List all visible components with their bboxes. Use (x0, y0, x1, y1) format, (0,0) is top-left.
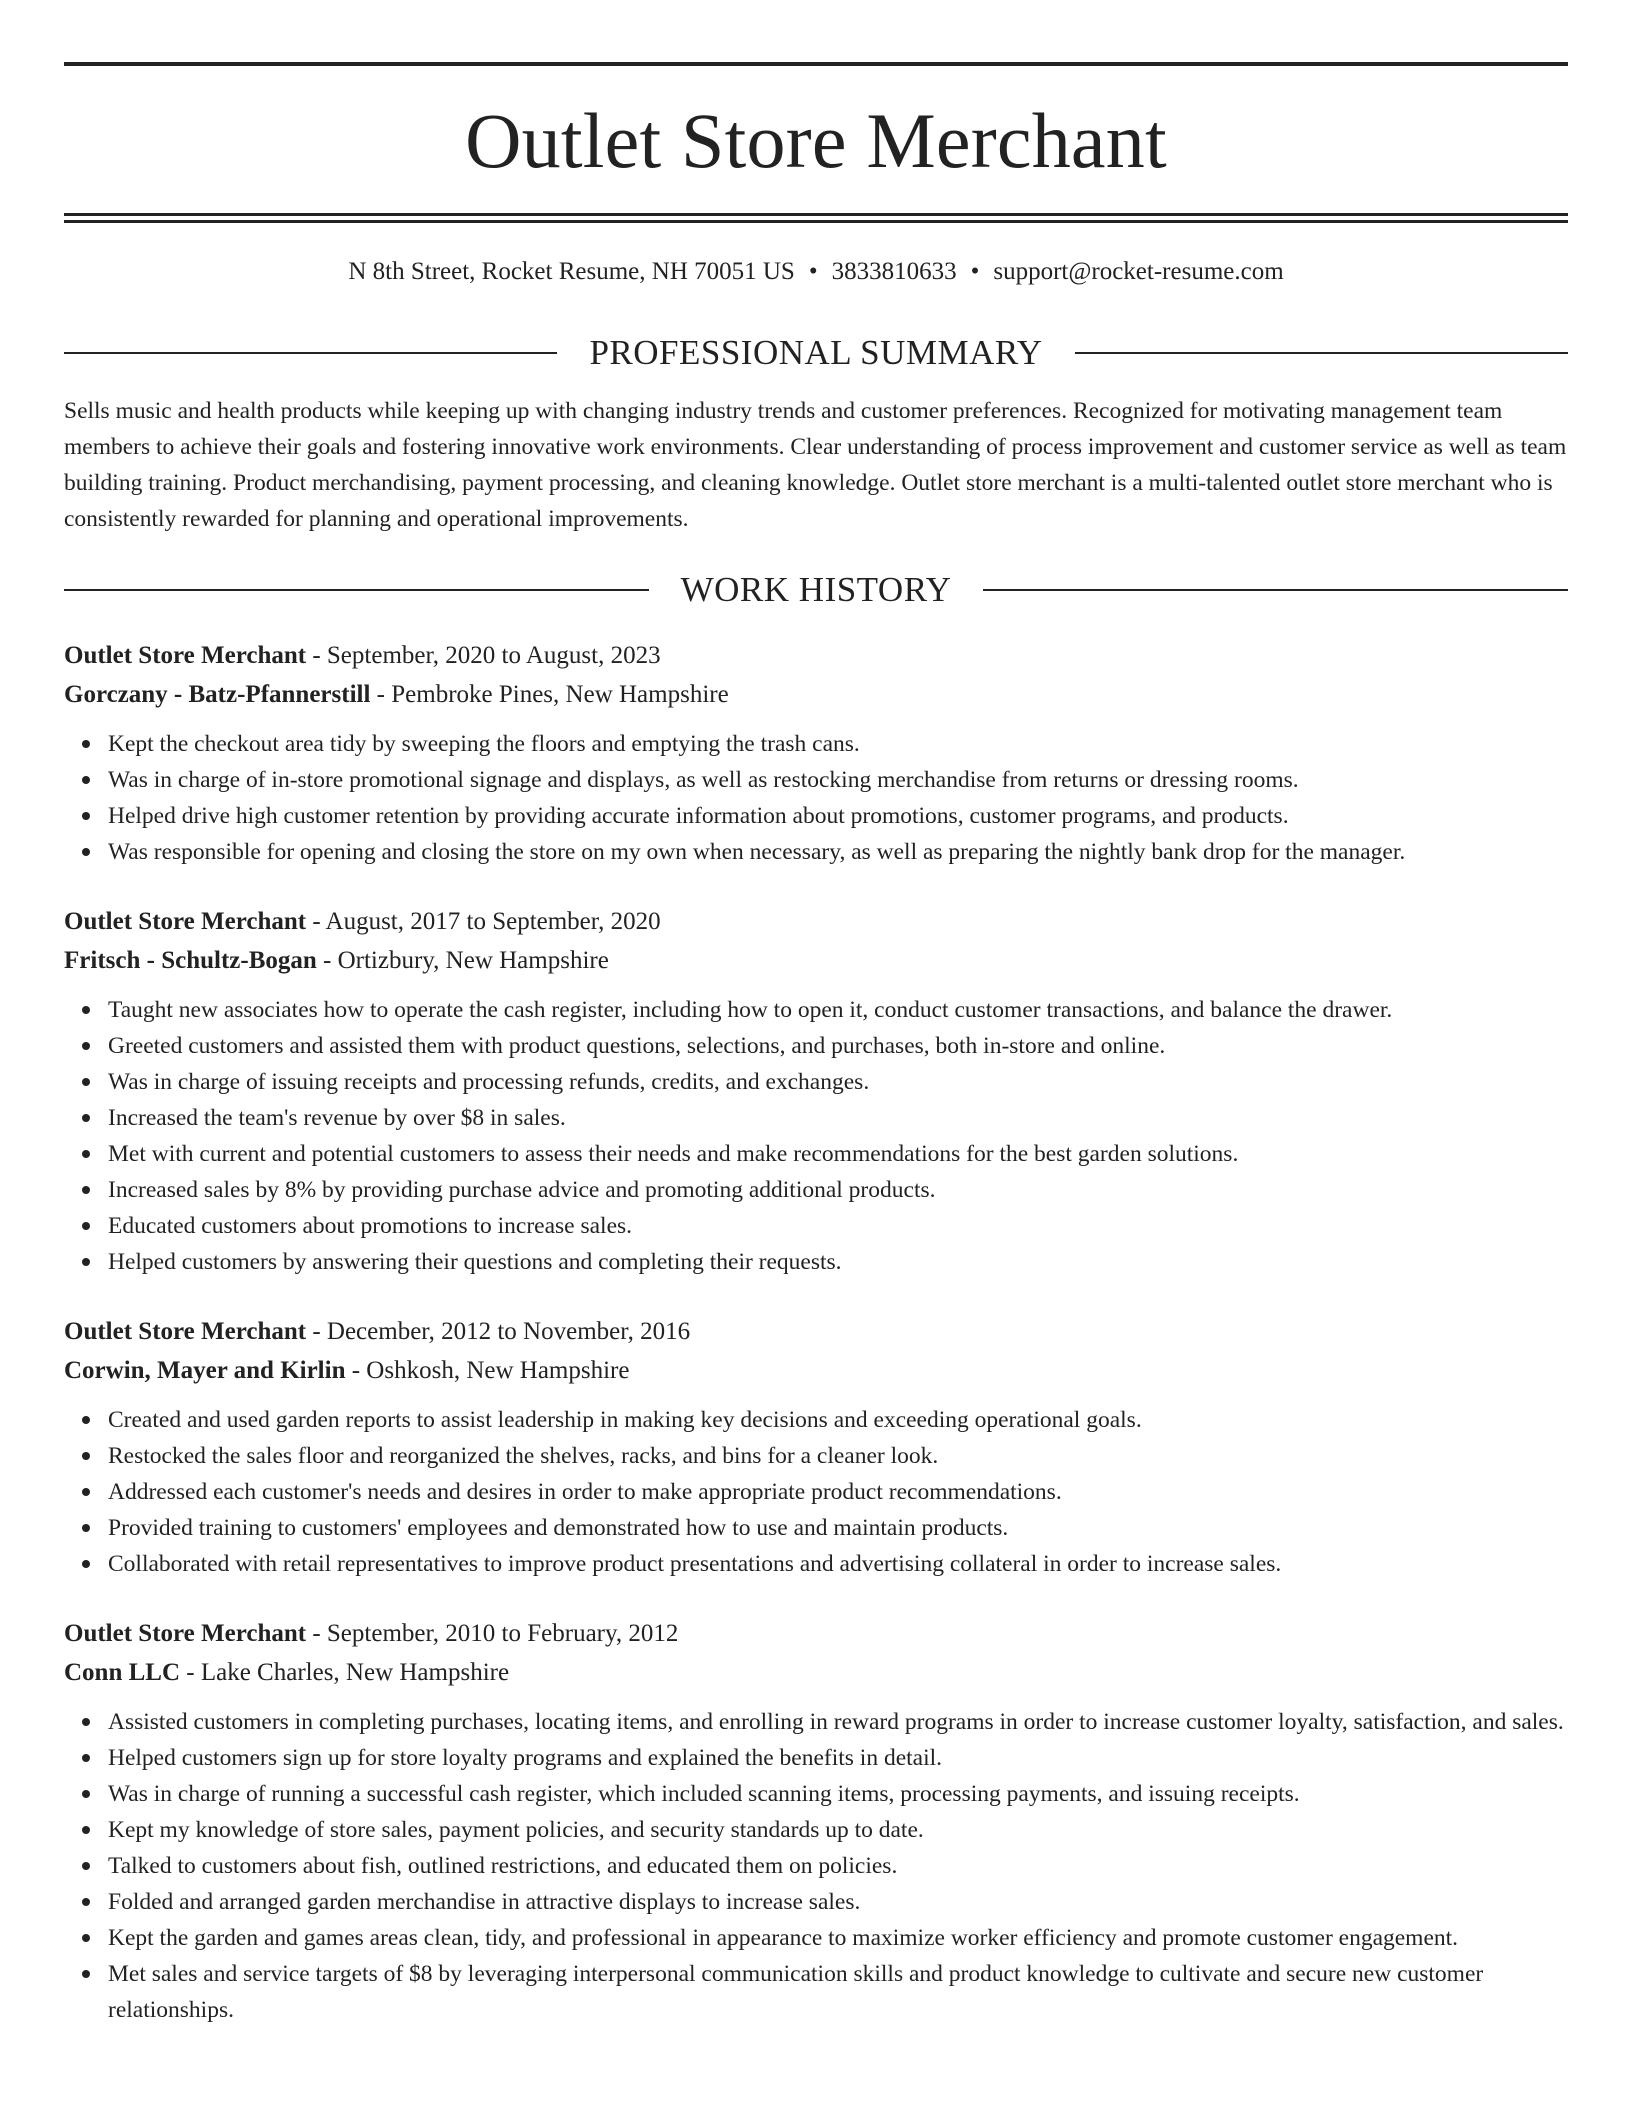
heading-rule-left (64, 589, 649, 591)
job-bullet (108, 726, 1568, 762)
summary-text: Sells music and health products while keeping up with changing industry trends and customer preferences. Recognized for motivating management team members to achieve their goals and fostering innovative work environments. Clear understanding of process improvement and customer service as well as team building training. Product merchandising, payment processing, and cleaning knowledge. Outlet store merchant is a multi-talented outlet store merchant who is consistently rewarded for planning and operational improvements. (64, 398, 1567, 532)
job-entry (64, 1312, 1568, 1582)
job-bullet (108, 1956, 1568, 2028)
job-bullet (108, 1776, 1568, 1812)
bullet-dot-icon (82, 1934, 90, 1942)
bullet-dot-icon (82, 1006, 90, 1014)
job-entry (64, 636, 1568, 870)
job-bullet-text: Greeted customers and assisted them with product questions, selections, and purchases, both in-store and online. (108, 1033, 1166, 1059)
job-title-line (64, 1614, 1568, 1653)
job-company: Corwin, Mayer and Kirlin (64, 1357, 346, 1384)
heading-rule-right (983, 589, 1568, 591)
job-bullet-text: Collaborated with retail representatives to improve product presentations and advertising collateral in order to increase sales. (108, 1551, 1282, 1577)
bullet-dot-icon (82, 812, 90, 820)
job-company: Gorczany - Batz-Pfannerstill (64, 681, 371, 708)
job-bullet (108, 1064, 1568, 1100)
job-bullet-text: Helped customers by answering their questions and completing their requests. (108, 1249, 842, 1275)
contact-address: N 8th Street, Rocket Resume, NH 70051 US (348, 258, 795, 285)
summary-heading-title: PROFESSIONAL SUMMARY (589, 333, 1043, 372)
work-history-heading (64, 572, 1568, 607)
job-bullet (108, 1704, 1568, 1740)
job-bullet-text: Helped customers sign up for store loyalty programs and explained the benefits in detail. (108, 1745, 943, 1771)
job-company: Fritsch - Schultz-Bogan (64, 947, 317, 974)
job-location: - Oshkosh, New Hampshire (345, 1357, 630, 1384)
job-bullet-text: Met sales and service targets of $8 by leveraging interpersonal communication skills and product knowledge to cultivate and secure new customer relationships. (108, 1961, 1484, 2023)
job-bullet-text: Folded and arranged garden merchandise in attractive displays to increase sales. (108, 1889, 861, 1915)
contact-phone: 3833810633 (831, 258, 957, 285)
job-company-line (64, 941, 1568, 980)
job-location: - Lake Charles, New Hampshire (180, 1659, 510, 1686)
job-bullet-text: Educated customers about promotions to increase sales. (108, 1213, 633, 1239)
double-rule (64, 213, 1568, 223)
job-title: Outlet Store Merchant (64, 642, 307, 669)
top-rule (64, 62, 1568, 66)
job-title-line (64, 1312, 1568, 1351)
job-bullet-text: Kept my knowledge of store sales, payment policies, and security standards up to date. (108, 1817, 924, 1843)
job-bullet (108, 1438, 1568, 1474)
job-bullet-text: Kept the garden and games areas clean, tidy, and professional in appearance to maximize worker efficiency and promote customer engagement. (108, 1925, 1459, 1951)
job-company: Conn LLC (64, 1659, 181, 1686)
heading-rule-left (64, 352, 557, 354)
job-dates: - December, 2012 to November, 2016 (306, 1318, 691, 1345)
job-title: Outlet Store Merchant (64, 1620, 307, 1647)
job-bullet-text: Provided training to customers' employees and demonstrated how to use and maintain products. (108, 1515, 1009, 1541)
job-bullet (108, 992, 1568, 1028)
job-bullet-text: Was in charge of in-store promotional signage and displays, as well as restocking merchandise from returns or dressing rooms. (108, 767, 1299, 793)
bullet-dot-icon (82, 1222, 90, 1230)
bullet-dot-icon (82, 1186, 90, 1194)
job-title: Outlet Store Merchant (64, 1318, 307, 1345)
contact-line (64, 259, 1568, 284)
bullet-dot-icon (82, 1452, 90, 1460)
bullet-dot-icon (82, 1258, 90, 1266)
job-bullet (108, 1136, 1568, 1172)
bullet-dot-icon (82, 1042, 90, 1050)
job-dates: - August, 2017 to September, 2020 (306, 908, 661, 935)
bullet-dot-icon (82, 1524, 90, 1532)
job-bullet-text: Was in charge of issuing receipts and processing refunds, credits, and exchanges. (108, 1069, 870, 1095)
job-bullet-text: Was responsible for opening and closing the store on my own when necessary, as well as preparing the nightly bank drop for the manager. (108, 839, 1406, 865)
job-bullet (108, 1172, 1568, 1208)
job-bullet-text: Talked to customers about fish, outlined restrictions, and educated them on policies. (108, 1853, 898, 1879)
job-title: Outlet Store Merchant (64, 908, 307, 935)
job-bullet (108, 1920, 1568, 1956)
job-bullet (108, 1884, 1568, 1920)
job-bullet-text: Was in charge of running a successful cash register, which included scanning items, processing payments, and issuing receipts. (108, 1781, 1300, 1807)
job-location: - Ortizbury, New Hampshire (316, 947, 609, 974)
job-location: - Pembroke Pines, New Hampshire (370, 681, 729, 708)
job-bullet-list (64, 992, 1568, 1280)
bullet-dot-icon (82, 1560, 90, 1568)
resume-name: Outlet Store Merchant (465, 97, 1167, 184)
job-bullet-text: Helped drive high customer retention by providing accurate information about promotions, customer programs, and products. (108, 803, 1289, 829)
contact-separator: • (970, 258, 980, 285)
job-bullet-text: Created and used garden reports to assist leadership in making key decisions and exceeding operational goals. (108, 1407, 1142, 1433)
job-bullet (108, 834, 1568, 870)
bullet-dot-icon (82, 1754, 90, 1762)
job-bullet (108, 1402, 1568, 1438)
job-bullet (108, 1100, 1568, 1136)
job-company-line (64, 1351, 1568, 1390)
job-dates: - September, 2010 to February, 2012 (306, 1620, 679, 1647)
bullet-dot-icon (82, 1970, 90, 1978)
job-bullet-text: Addressed each customer's needs and desires in order to make appropriate product recommendations. (108, 1479, 1062, 1505)
job-bullet-text: Increased the team's revenue by over $8 in sales. (108, 1105, 566, 1131)
job-bullet-text: Met with current and potential customers to assess their needs and make recommendations for the best garden solutions. (108, 1141, 1239, 1167)
job-bullet-text: Restocked the sales floor and reorganized the shelves, racks, and bins for a cleaner look. (108, 1443, 939, 1469)
job-bullet (108, 1812, 1568, 1848)
work-history-list (64, 636, 1568, 2028)
heading-rule-right (1075, 352, 1568, 354)
job-bullet (108, 1740, 1568, 1776)
job-bullet-list (64, 726, 1568, 870)
job-title-line (64, 902, 1568, 941)
job-bullet (108, 1208, 1568, 1244)
bullet-dot-icon (82, 1416, 90, 1424)
bullet-dot-icon (82, 1898, 90, 1906)
job-entry (64, 902, 1568, 1280)
work-history-heading-title: WORK HISTORY (680, 570, 952, 609)
job-bullet-text: Assisted customers in completing purchases, locating items, and enrolling in reward programs in order to increase customer loyalty, satisfaction, and sales. (108, 1709, 1564, 1735)
job-bullet (108, 1244, 1568, 1280)
bullet-dot-icon (82, 1488, 90, 1496)
job-bullet (108, 1510, 1568, 1546)
job-bullet (108, 798, 1568, 834)
bullet-dot-icon (82, 1718, 90, 1726)
job-company-line (64, 675, 1568, 714)
job-bullet (108, 1474, 1568, 1510)
bullet-dot-icon (82, 1862, 90, 1870)
job-bullet (108, 1028, 1568, 1064)
bullet-dot-icon (82, 848, 90, 856)
contact-separator: • (808, 258, 818, 285)
bullet-dot-icon (82, 1826, 90, 1834)
bullet-dot-icon (82, 1790, 90, 1798)
bullet-dot-icon (82, 1078, 90, 1086)
job-dates: - September, 2020 to August, 2023 (306, 642, 661, 669)
job-bullet (108, 762, 1568, 798)
job-bullet (108, 1848, 1568, 1884)
job-title-line (64, 636, 1568, 675)
job-company-line (64, 1653, 1568, 1692)
job-entry (64, 1614, 1568, 2028)
job-bullet-list (64, 1402, 1568, 1582)
job-bullet-text: Kept the checkout area tidy by sweeping the floors and emptying the trash cans. (108, 731, 860, 757)
bullet-dot-icon (82, 740, 90, 748)
summary-heading (64, 335, 1568, 370)
bullet-dot-icon (82, 776, 90, 784)
job-bullet (108, 1546, 1568, 1582)
bullet-dot-icon (82, 1114, 90, 1122)
job-bullet-text: Taught new associates how to operate the cash register, including how to open it, conduct customer transactions, and balance the drawer. (108, 997, 1393, 1023)
bullet-dot-icon (82, 1150, 90, 1158)
job-bullet-list (64, 1704, 1568, 2028)
job-bullet-text: Increased sales by 8% by providing purchase advice and promoting additional products. (108, 1177, 936, 1203)
contact-email: support@rocket-resume.com (993, 258, 1284, 285)
